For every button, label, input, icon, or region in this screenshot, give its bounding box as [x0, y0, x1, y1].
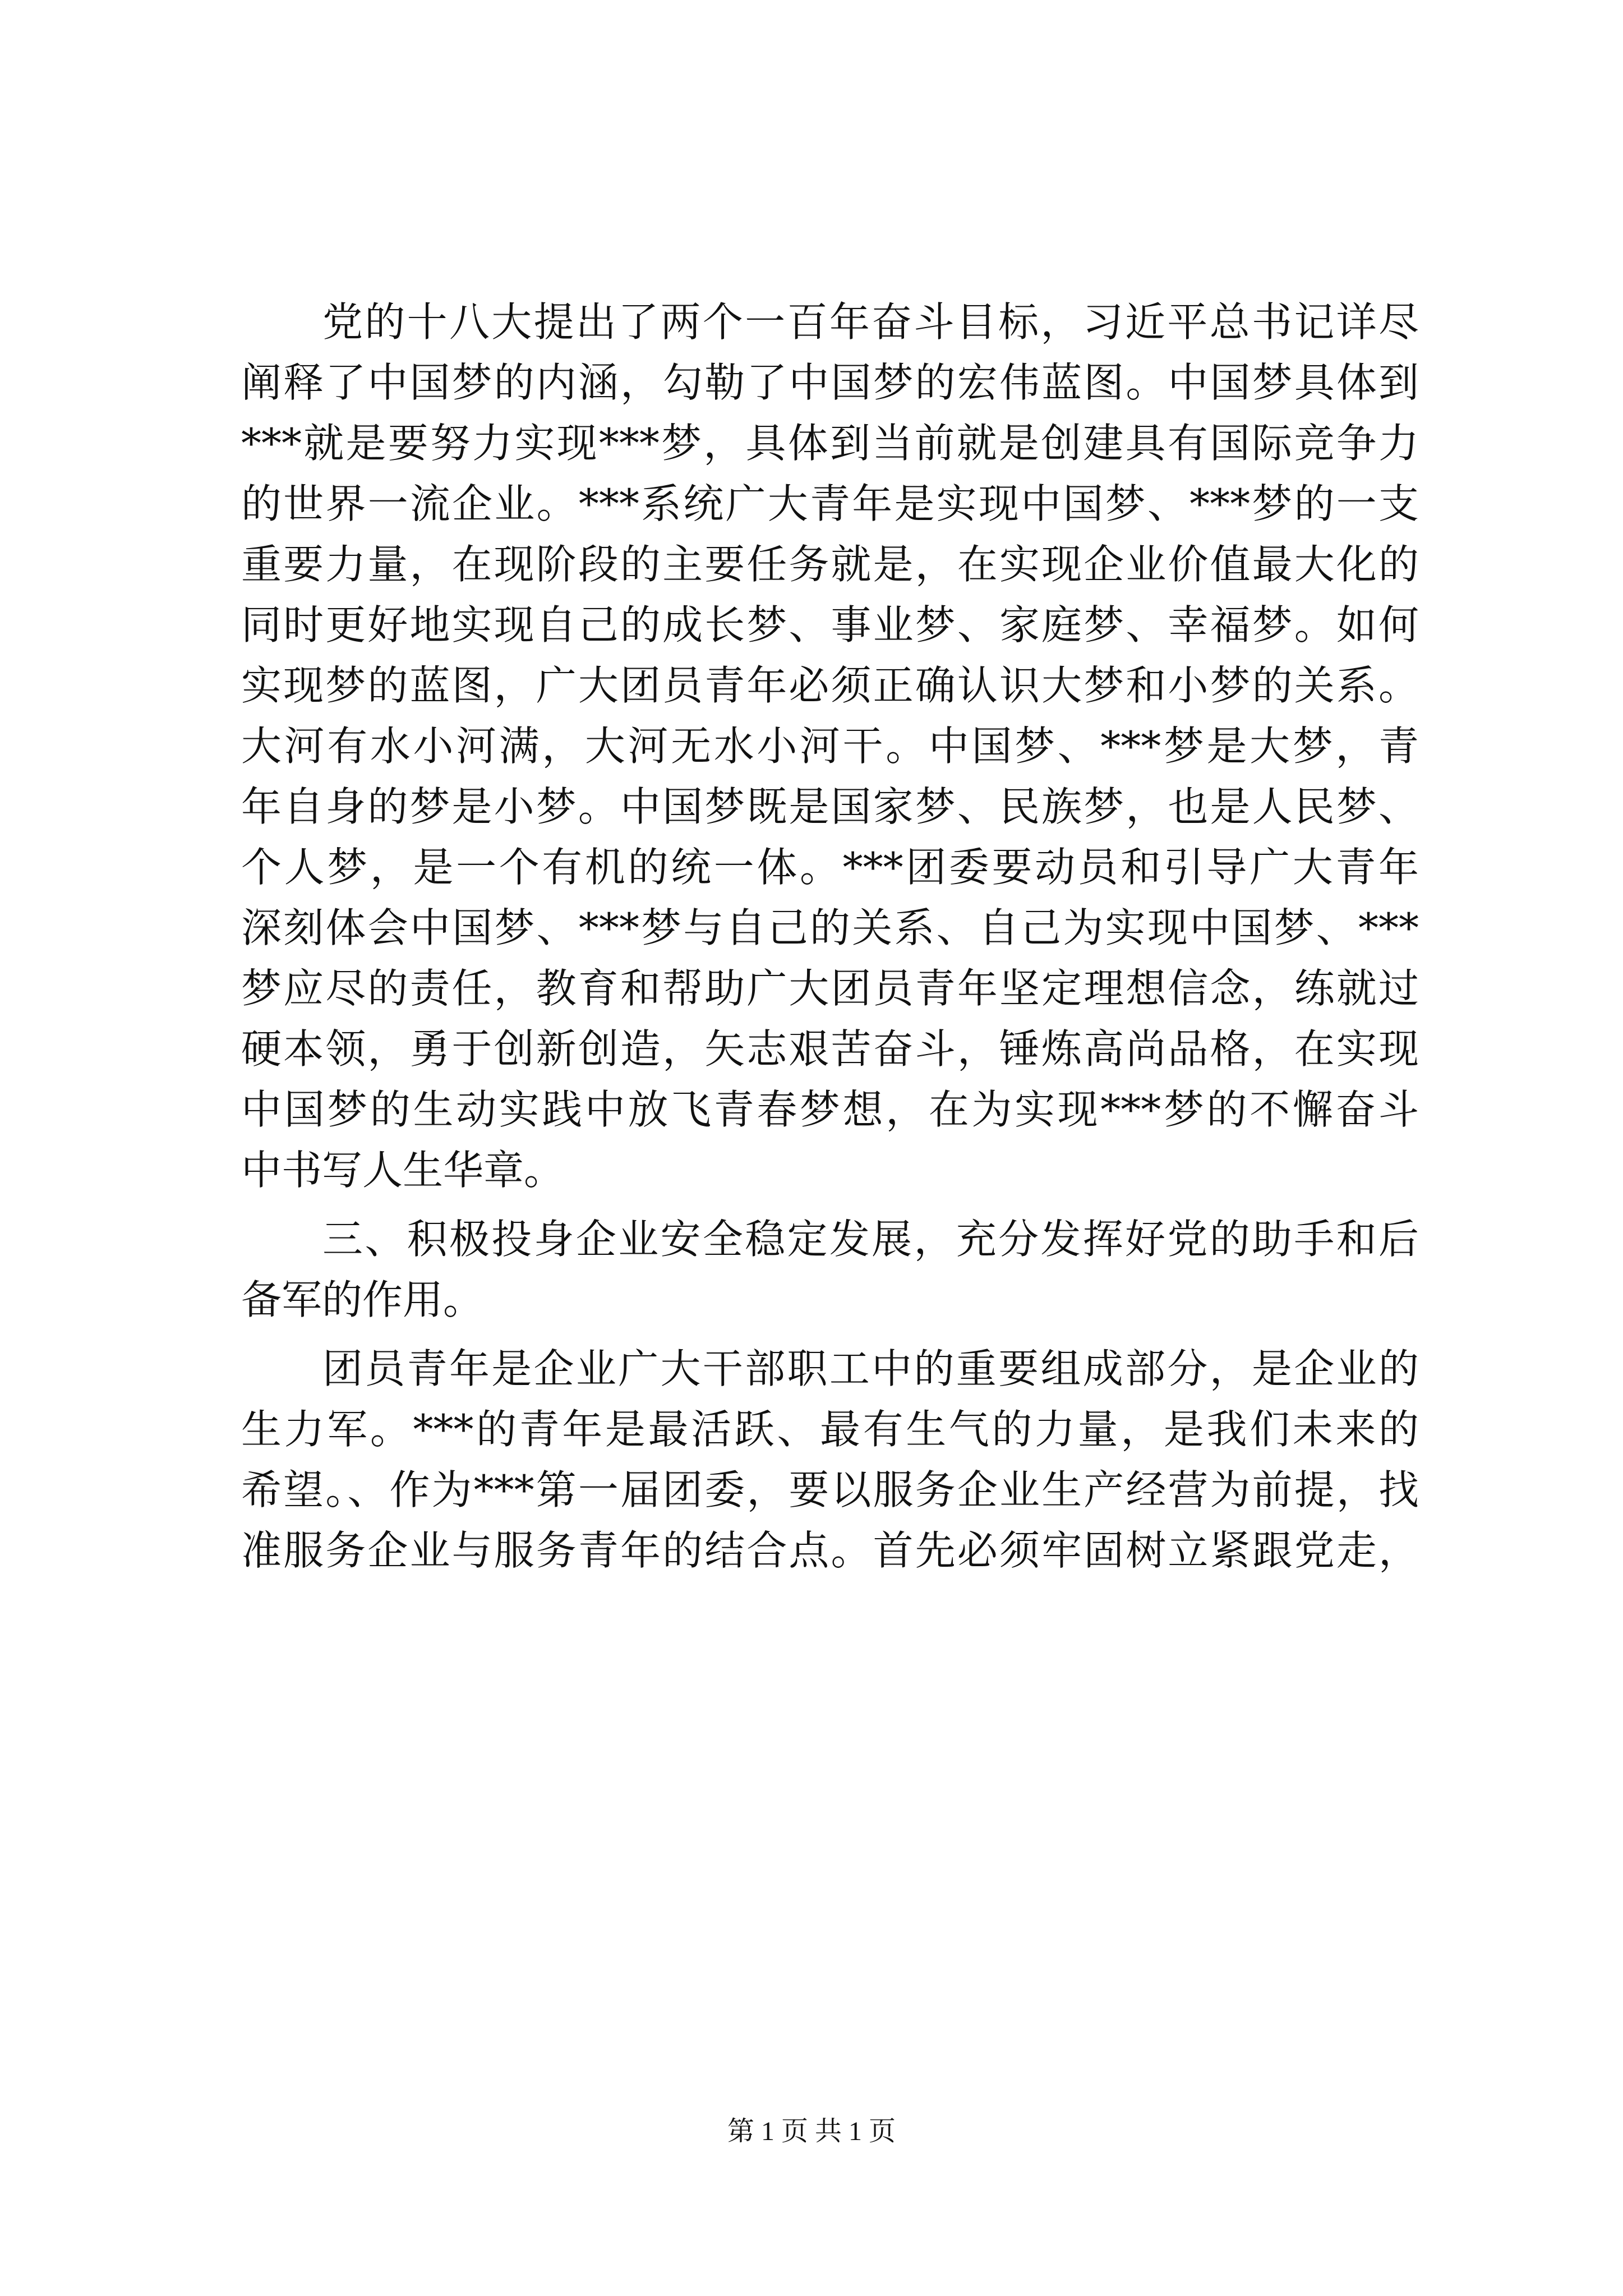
paragraph-dream: [241, 292, 1419, 1200]
heading-line: 三、积极投身企业安全稳定发展，充分发挥好党的助手和后: [322, 1216, 1419, 1263]
document-body: [241, 292, 1419, 1581]
paragraph-line: 年自身的梦是小梦。中国梦既是国家梦、民族梦，也是人民梦、: [241, 783, 1419, 830]
paragraph-line: 的世界一流企业。***系统广大青年是实现中国梦、***梦的一支: [241, 480, 1419, 527]
paragraph-line: 团员青年是企业广大干部职工中的重要组成部分，是企业的: [322, 1345, 1419, 1392]
paragraph-line: 党的十八大提出了两个一百年奋斗目标，习近平总书记详尽: [322, 298, 1419, 346]
page-number: 第 1 页 共 1 页: [727, 2116, 896, 2146]
paragraph-line: 梦应尽的责任，教育和帮助广大团员青年坚定理想信念，练就过: [241, 965, 1419, 1012]
paragraph-line: 同时更好地实现自己的成长梦、事业梦、家庭梦、幸福梦。如何: [241, 601, 1419, 648]
heading-line: 备军的作用。: [241, 1276, 484, 1323]
paragraph-youth: [241, 1338, 1419, 1581]
paragraph-line: 中国梦的生动实践中放飞青春梦想，在为实现***梦的不懈奋斗: [241, 1086, 1419, 1133]
paragraph-line: 硬本领，勇于创新创造，矢志艰苦奋斗，锤炼高尚品格，在实现: [241, 1025, 1419, 1073]
paragraph-line: 大河有水小河满，大河无水小河干。中国梦、***梦是大梦，青: [241, 723, 1419, 770]
paragraph-line: 准服务企业与服务青年的结合点。首先必须牢固树立紧跟党走，: [241, 1527, 1419, 1574]
paragraph-line: ***就是要努力实现***梦，具体到当前就是创建具有国际竞争力: [241, 420, 1419, 467]
section-heading-three: [241, 1209, 1419, 1330]
paragraph-line: 重要力量，在现阶段的主要任务就是，在实现企业价值最大化的: [241, 541, 1419, 588]
paragraph-line: 希望。、作为***第一届团委，要以服务企业生产经营为前提，找: [241, 1466, 1419, 1513]
paragraph-line: 个人梦，是一个有机的统一体。***团委要动员和引导广大青年: [241, 844, 1419, 891]
paragraph-line: 阐释了中国梦的内涵，勾勒了中国梦的宏伟蓝图。中国梦具体到: [241, 359, 1419, 406]
paragraph-line: 实现梦的蓝图，广大团员青年必须正确认识大梦和小梦的关系。: [241, 662, 1419, 709]
paragraph-line: 中书写人生华章。: [241, 1147, 565, 1194]
paragraph-line: 生力军。***的青年是最活跃、最有生气的力量，是我们未来的: [241, 1406, 1419, 1453]
page-footer: [0, 2115, 1623, 2148]
paragraph-line: 深刻体会中国梦、***梦与自己的关系、自己为实现中国梦、***: [241, 904, 1419, 951]
